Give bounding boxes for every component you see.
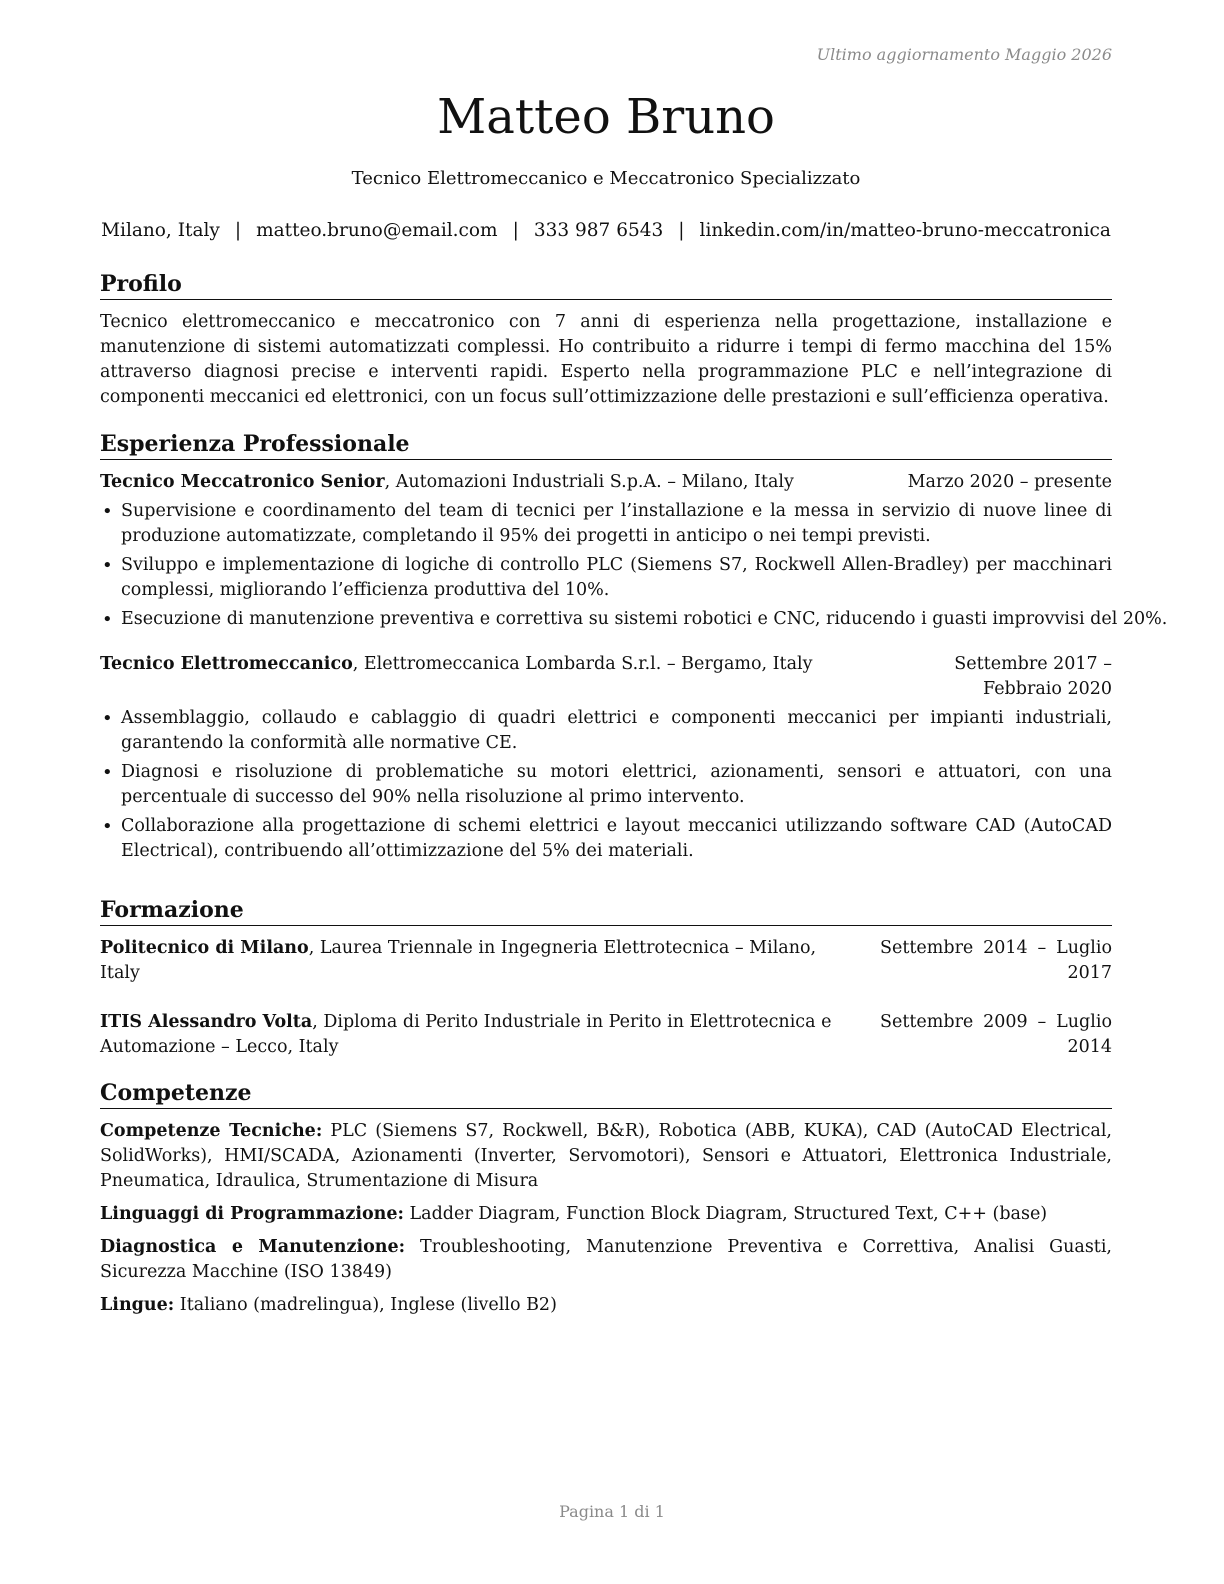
profile-section [100, 270, 1112, 410]
contact-separator: | [678, 220, 685, 241]
bullet-item: • Sviluppo e implementazione di logiche di controllo PLC (Siemens S7, Rockwell Allen-Bradley) per macchinari complessi, migliorando l’efficienza produttiva del 10%. [100, 553, 1112, 603]
resume-page [100, 0, 1168, 1584]
education-dates: Settembre 2014 – Luglio 2017 [880, 938, 1112, 983]
bullet-item: • Diagnosi e risoluzione di problematiche su motori elettrici, azionamenti, sensori e attuatori, con una percentuale di successo del 90% nella risoluzione al primo intervento. [100, 760, 1112, 810]
skill-group-text: PLC (Siemens S7, Rockwell, B&R), Robotica (ABB, KUKA), CAD (AutoCAD Electrical, SolidWorks), HMI/SCADA, Azionamenti (Inverter, Servomotori), Sensori e Attuatori, Elettronica Industriale, Pneumatica, Idraulica, Strumentazione di Misura [100, 1121, 1112, 1191]
candidate-name: Matteo Bruno [437, 89, 775, 145]
contact-line [100, 219, 1112, 243]
education-detail: , Laurea Triennale in Ingegneria Elettrotecnica – Milano, Italy [100, 938, 817, 983]
job-company: , Elettromeccanica Lombarda S.r.l. – Bergamo, Italy [352, 654, 813, 674]
contact-separator: | [234, 220, 242, 241]
education-school: ITIS Alessandro Volta [100, 1012, 313, 1032]
education-entry [100, 936, 1112, 986]
last-updated-note: Ultimo aggiornamento Maggio 2026 [816, 45, 1112, 64]
experience-section [100, 430, 1168, 868]
job-header [100, 652, 1112, 702]
education-section [100, 896, 1112, 1060]
bullet-item: • Esecuzione di manutenzione preventiva e correttiva su sistemi robotici e CNC, riducendo i guasti improvvisi del 20%. [100, 607, 1112, 632]
skill-group [100, 1235, 1112, 1285]
job-bullets [100, 706, 1112, 864]
contact-location: Milano, Italy [101, 220, 220, 241]
skill-group-label: Diagnostica e Manutenzione: [100, 1237, 406, 1257]
page-number: Pagina 1 di 1 [559, 1502, 665, 1521]
job-entry [100, 470, 1168, 632]
job-company: , Automazioni Industriali S.p.A. – Milano, Italy [384, 472, 794, 492]
job-header [100, 470, 1112, 495]
contact-email[interactable]: matteo.bruno@email.com [256, 220, 498, 241]
candidate-title: Tecnico Elettromeccanico e Meccatronico Specializzato [351, 168, 861, 189]
skill-group-label: Linguaggi di Programmazione: [100, 1204, 404, 1224]
section-heading-education: Formazione [100, 896, 1112, 926]
contact-linkedin[interactable]: linkedin.com/in/matteo-bruno-meccatronica [699, 220, 1111, 241]
education-school: Politecnico di Milano [100, 938, 309, 958]
skill-group [100, 1119, 1112, 1194]
skill-group-label: Competenze Tecniche: [100, 1121, 323, 1141]
skill-group [100, 1202, 1112, 1227]
section-heading-skills: Competenze [100, 1079, 1112, 1109]
skills-section [100, 1079, 1112, 1326]
skill-group-text: Ladder Diagram, Function Block Diagram, Structured Text, C++ (base) [403, 1204, 1048, 1224]
section-heading-profile: Profilo [100, 270, 1112, 300]
job-entry [100, 652, 1112, 864]
skill-group [100, 1293, 1112, 1318]
job-bullets [100, 499, 1168, 632]
education-dates: Settembre 2009 – Luglio 2014 [880, 1012, 1112, 1057]
skill-group-label: Lingue: [100, 1295, 175, 1315]
bullet-item: • Supervisione e coordinamento del team di tecnici per l’installazione e la messa in servizio di nuove linee di produzione automatizzate, completando il 95% dei progetti in anticipo o nei tempi previsti. [100, 499, 1112, 549]
contact-phone: 333 987 6543 [533, 220, 664, 241]
profile-summary: Tecnico elettromeccanico e meccatronico con 7 anni di esperienza nella progettazione, installazione e manutenzione di sistemi automatizzati complessi. Ho contribuito a ridurre i tempi di fermo macchina del 15% attraverso diagnosi precise e interventi rapidi. Esperto nella programmazione PLC e nell’integrazione di componenti meccanici ed elettronici, con un focus sull’ottimizzazione delle prestazioni e sull’efficienza operativa. [100, 312, 1112, 407]
section-heading-experience: Esperienza Professionale [100, 430, 1112, 460]
bullet-item: • Assemblaggio, collaudo e cablaggio di quadri elettrici e componenti meccanici per impianti industriali, garantendo la conformità alle normative CE. [100, 706, 1112, 756]
skill-group-text: Troubleshooting, Manutenzione Preventiva e Correttiva, Analisi Guasti, Sicurezza Macchine (ISO 13849) [100, 1237, 1112, 1282]
education-entry [100, 1010, 1112, 1060]
job-role: Tecnico Meccatronico Senior [100, 472, 385, 492]
job-dates: Marzo 2020 – presente [907, 472, 1112, 492]
contact-separator: | [512, 220, 519, 241]
education-detail: , Diploma di Perito Industriale in Perito in Elettrotecnica e Automazione – Lecco, Italy [100, 1012, 832, 1057]
skill-group-text: Italiano (madrelingua), Inglese (livello B2) [174, 1295, 557, 1315]
job-dates: Settembre 2017 – Febbraio 2020 [954, 654, 1112, 699]
job-role: Tecnico Elettromeccanico [100, 654, 353, 674]
bullet-item: • Collaborazione alla progettazione di schemi elettrici e layout meccanici utilizzando software CAD (AutoCAD Electrical), contribuendo all’ottimizzazione del 5% dei materiali. [100, 814, 1112, 864]
